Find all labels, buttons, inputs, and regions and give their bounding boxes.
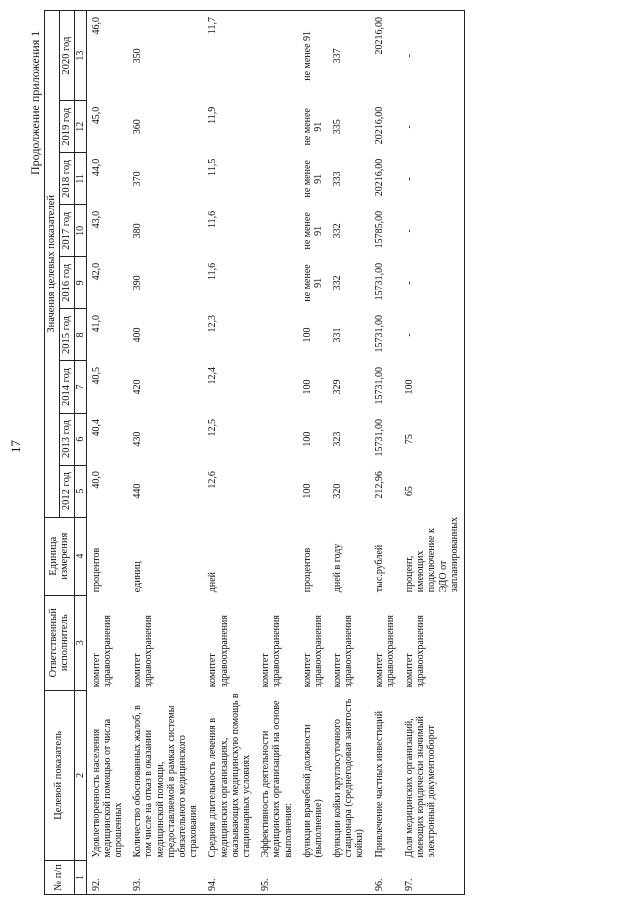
table-body	[86, 11, 464, 895]
table-row	[298, 11, 328, 895]
row-number	[328, 860, 370, 894]
row-value	[256, 205, 298, 257]
row-value: не менее 91	[298, 11, 328, 101]
row-value: 323	[332, 431, 344, 447]
row-executor: комитет здравоохранения	[332, 615, 355, 688]
row-executor: комитет здравоохранения	[90, 615, 113, 688]
row-value: 42,0	[90, 262, 102, 281]
row-unit	[256, 517, 298, 595]
row-value: 12,4	[207, 366, 219, 385]
row-indicator: Количество обоснованных жалоб, в том числе на отказ в оказании медицинской помощи, предоставляемой в рамках системы обязательного медицинского страхования	[132, 705, 200, 858]
row-number: 97.	[400, 860, 464, 894]
row-value	[256, 153, 298, 205]
row-unit: дней в году	[332, 543, 344, 593]
row-value: 15785,00	[373, 210, 385, 249]
row-value: 350	[128, 11, 203, 101]
row-value: 11,7	[203, 11, 256, 101]
header-year: 2019 год	[59, 101, 74, 153]
row-value: 15731,00	[373, 419, 385, 457]
row-value	[256, 257, 298, 309]
column-number: 1	[74, 860, 86, 894]
header-indicator: Целевой показатель	[45, 690, 75, 860]
row-executor: комитет здравоохранения	[207, 615, 230, 688]
row-value: 360	[132, 119, 144, 135]
row-number	[298, 860, 328, 894]
column-numbers-row	[74, 11, 86, 895]
row-value: 331	[332, 327, 344, 343]
row-value	[256, 413, 298, 465]
column-number: 4	[74, 517, 86, 595]
row-executor: комитет здравоохранения	[301, 615, 324, 688]
column-number: 11	[74, 153, 86, 205]
table-row	[256, 11, 298, 895]
row-indicator: Удовлетворенность населения медицинской помощью от числа опрошенных	[90, 718, 125, 858]
row-value: 12,5	[207, 419, 219, 437]
row-value: 430	[132, 431, 144, 447]
row-unit: процентов	[90, 547, 102, 593]
row-value	[256, 309, 298, 361]
row-value: 15731,00	[373, 366, 385, 405]
row-number: 94.	[203, 860, 256, 894]
row-value: 329	[332, 379, 344, 395]
header-year: 2014 год	[59, 361, 74, 413]
row-value: 40,4	[90, 419, 102, 437]
row-value: -	[400, 205, 464, 257]
page-number: 17	[8, 440, 23, 453]
column-number: 10	[74, 205, 86, 257]
row-value: 11,6	[207, 210, 219, 228]
row-value: 11,6	[207, 262, 219, 281]
column-number: 7	[74, 361, 86, 413]
table-row	[370, 11, 400, 895]
row-value	[256, 465, 298, 517]
row-value	[256, 361, 298, 413]
row-unit: тыс.рублей	[373, 544, 385, 593]
row-value: не менее 91	[301, 108, 324, 146]
row-value: 46,0	[86, 11, 128, 101]
table-row	[86, 11, 128, 895]
row-value: 20216,00	[370, 11, 400, 101]
row-value: 420	[132, 379, 144, 395]
row-value: 337	[328, 11, 370, 101]
row-value: не менее 91	[301, 264, 324, 302]
row-executor: комитет здравоохранения	[373, 615, 396, 688]
row-value: 15731,00	[373, 314, 385, 353]
row-indicator: Привлечение частных инвестиций	[373, 710, 385, 858]
row-value: 44,0	[90, 158, 102, 177]
row-number: 92.	[86, 860, 128, 894]
row-value: 43,0	[90, 210, 102, 229]
column-number: 3	[74, 595, 86, 690]
row-value: 380	[132, 223, 144, 239]
row-value: -	[400, 257, 464, 309]
row-value: 370	[132, 171, 144, 187]
row-value: 15731,00	[373, 262, 385, 301]
row-value: не менее 91	[301, 160, 324, 198]
row-value: 40,5	[90, 366, 102, 385]
row-value: 11,9	[207, 106, 219, 124]
row-indicator: Эффективность деятельности медицинских организаций на основе выполнения:	[260, 700, 294, 858]
row-executor: комитет здравоохранения	[260, 615, 283, 688]
table-row	[328, 11, 370, 895]
row-indicator: функции койки круглосуточного стационара (среднегодовая занятость койки)	[332, 698, 366, 858]
row-value: -	[400, 101, 464, 153]
row-value: 65	[400, 465, 464, 517]
row-value: -	[400, 11, 464, 101]
row-executor: комитет здравоохранения	[400, 595, 464, 690]
header-year: 2012 год	[59, 465, 74, 517]
row-value: 400	[132, 327, 144, 343]
row-number: 95.	[256, 860, 298, 894]
table-row	[400, 11, 464, 895]
row-value: -	[400, 153, 464, 205]
header-executor: Ответственный исполнитель	[45, 595, 75, 690]
row-indicator: Доля медицинских организаций, имеющих юридически значимый электронный документооборот	[400, 690, 464, 860]
row-unit: дней	[207, 571, 219, 593]
header-year: 2017 год	[59, 205, 74, 257]
row-value: 12,3	[207, 314, 219, 333]
row-indicator: Средняя длительность лечения в медицинских организациях, оказывающих медицинскую помощь в стационарных условиях	[207, 693, 252, 858]
row-number: 96.	[370, 860, 400, 894]
column-number: 9	[74, 257, 86, 309]
row-value: 40,0	[90, 471, 102, 489]
row-value: 100	[301, 379, 313, 395]
continuation-label: Продолжение приложения 1	[28, 30, 42, 175]
row-indicator: функции врачебной должности (выполнение)	[301, 724, 324, 858]
row-value: 100	[400, 361, 464, 413]
row-value: 20216,00	[373, 158, 385, 197]
header-unit: Единица измерения	[45, 517, 75, 595]
row-value: 41,0	[90, 314, 102, 333]
table-row	[203, 11, 256, 895]
header-num: № п/п	[45, 860, 75, 894]
row-value: 100	[301, 431, 313, 447]
row-value: 100	[301, 483, 313, 499]
row-value: 332	[332, 275, 344, 291]
row-value: 20216,00	[373, 106, 385, 145]
header-targets: Значения целевых показателей	[45, 11, 60, 518]
row-value: 320	[332, 483, 344, 499]
column-number: 2	[74, 690, 86, 860]
row-executor: комитет здравоохранения	[132, 615, 155, 688]
header-year: 2020 год	[59, 11, 74, 101]
row-value	[256, 101, 298, 153]
column-number: 5	[74, 465, 86, 517]
row-number: 93.	[128, 860, 203, 894]
column-number: 8	[74, 309, 86, 361]
row-value: 75	[400, 413, 464, 465]
header-year: 2016 год	[59, 257, 74, 309]
row-value: не менее 91	[301, 212, 324, 250]
column-number: 13	[74, 11, 86, 101]
row-value: 45,0	[90, 106, 102, 125]
row-value: 332	[332, 223, 344, 239]
indicator-table	[44, 10, 465, 895]
row-value: -	[400, 309, 464, 361]
row-value: 100	[301, 327, 313, 343]
row-value: 11,5	[207, 158, 219, 176]
table-row	[128, 11, 203, 895]
row-value: 390	[132, 275, 144, 291]
row-unit: процент, имеющих подключение к ЭДО от запланированных	[400, 517, 464, 595]
column-number: 6	[74, 413, 86, 465]
row-value: 12,6	[207, 471, 219, 489]
row-unit: процентов	[301, 547, 313, 593]
row-value: 212,96	[373, 471, 385, 499]
header-year: 2018 год	[59, 153, 74, 205]
header-year: 2013 год	[59, 413, 74, 465]
row-unit: единиц	[132, 561, 144, 593]
row-value: 440	[132, 483, 144, 499]
column-number: 12	[74, 101, 86, 153]
row-value: 335	[332, 119, 344, 135]
header-year: 2015 год	[59, 309, 74, 361]
row-value	[256, 11, 298, 101]
row-value: 333	[332, 171, 344, 187]
